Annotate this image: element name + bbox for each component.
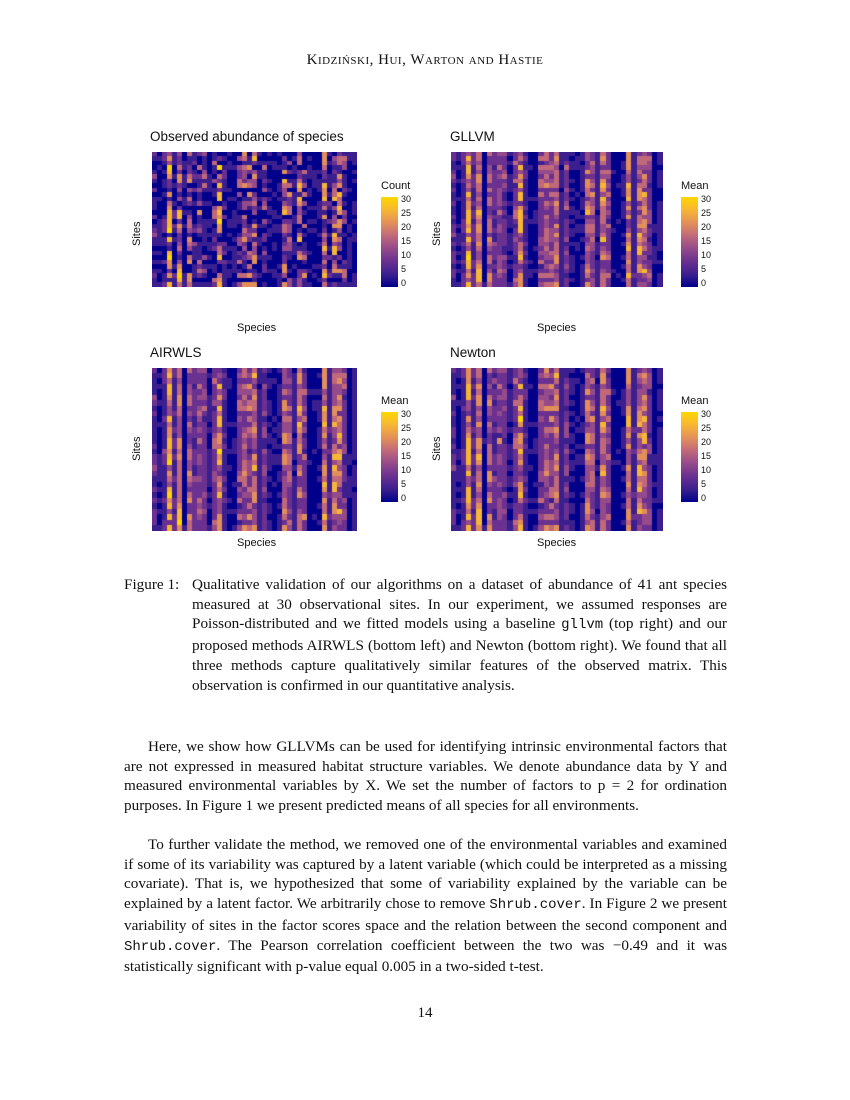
- legend-colorbar: [381, 412, 398, 502]
- figure-caption: [124, 575, 727, 695]
- x-axis-label: Species: [537, 322, 577, 334]
- legend-tick-label: 15: [701, 451, 712, 461]
- legend-colorbar: [381, 197, 398, 287]
- y-axis-label: Sites: [131, 436, 143, 461]
- paragraph-text: To further validate the method, we removed one of the environmental variables and examined if some of its variability was captured by a latent variable (which could be interpreted as a missing covariate). That is, we hypothesized that some of variability explained by the variable can be explained by a latent factor. We arbitrarily chose to remove: [124, 836, 727, 913]
- caption-text-end: (top right) and our proposed methods AIRWLS (bottom left) and Newton (bottom right). We found that all three methods capture qualitatively similar features of the observed matrix. This observation is confirmed in our quantitative analysis.: [192, 615, 727, 694]
- legend-colorbar: [681, 412, 698, 502]
- inline-code: Shrub.cover: [489, 897, 582, 914]
- legend-tick-label: 30: [701, 194, 712, 204]
- heatmap-airwls: [152, 368, 357, 531]
- caption-code: gllvm: [561, 617, 604, 634]
- body-paragraph-2: [124, 835, 727, 977]
- legend-tick-label: 0: [401, 278, 407, 288]
- legend-tick-label: 10: [401, 465, 412, 475]
- legend-tick-label: 15: [701, 236, 712, 246]
- legend-tick-label: 5: [701, 479, 707, 489]
- legend-tick-label: 5: [401, 479, 407, 489]
- legend-tick-label: 30: [401, 409, 412, 419]
- panel-title-newton: Newton: [450, 345, 496, 360]
- inline-code: Shrub.cover: [124, 938, 217, 955]
- legend-tick-label: 10: [701, 250, 712, 260]
- body-paragraph-1: Here, we show how GLLVMs can be used for identifying intrinsic environmental factors that are not expressed in measured habitat structure variables. We denote abundance data by Y and measured environmental variables by X. We set the number of factors to p = 2 for ordination purposes. In Figure 1 we present predicted means of all species for all environments.: [124, 738, 727, 815]
- y-axis-label: Sites: [131, 221, 143, 246]
- y-axis-label: Sites: [431, 436, 443, 461]
- legend-tick-label: 25: [401, 208, 412, 218]
- legend-tick-label: 25: [701, 208, 712, 218]
- paragraph-text: . The Pearson correlation coefficient between the two was −0.49 and it was statistically significant with p-value equal 0.005 in a two-sided t-test.: [124, 936, 727, 976]
- paragraph-text: . In Figure 2 we present variability of sites in the factor scores space and the relation between the second component and: [124, 895, 727, 934]
- heatmap-gllvm: [451, 152, 663, 287]
- legend-tick-label: 5: [401, 264, 407, 274]
- legend-tick-label: 10: [701, 465, 712, 475]
- running-head: Kidziński, Hui, Warton and Hastie: [306, 52, 544, 68]
- x-axis-label: Species: [237, 322, 277, 334]
- legend-tick-label: 15: [401, 451, 412, 461]
- legend-tick-label: 20: [401, 222, 412, 232]
- legend-tick-label: 25: [401, 423, 412, 433]
- legend-tick-label: 30: [701, 409, 712, 419]
- page-number: 14: [417, 1005, 433, 1021]
- x-axis-label: Species: [537, 537, 577, 549]
- legend-tick-label: 20: [401, 437, 412, 447]
- legend-tick-label: 20: [701, 437, 712, 447]
- figure-label: Figure 1:: [124, 576, 180, 593]
- legend-title: Mean: [381, 395, 409, 407]
- legend-title: Count: [381, 180, 411, 192]
- legend-tick-label: 15: [401, 236, 412, 246]
- legend-tick-label: 30: [401, 194, 412, 204]
- y-axis-label: Sites: [431, 221, 443, 246]
- legend-tick-label: 25: [701, 423, 712, 433]
- heatmap-newton: [451, 368, 663, 531]
- heatmap-observed: [152, 152, 357, 287]
- legend-tick-label: 0: [701, 278, 707, 288]
- legend-title: Mean: [681, 395, 709, 407]
- x-axis-label: Species: [237, 537, 277, 549]
- legend-tick-label: 0: [701, 493, 707, 503]
- legend-tick-label: 5: [701, 264, 707, 274]
- panel-title-airwls: AIRWLS: [150, 345, 202, 360]
- caption-text: Qualitative validation of our algorithms on a dataset of abundance of 41 ant species measured at 30 observational sites. In our experiment, we assumed responses are Poisson-distributed and we fitted models using a baseline: [192, 576, 727, 633]
- legend-tick-label: 10: [401, 250, 412, 260]
- panel-title-gllvm: GLLVM: [450, 129, 495, 144]
- legend-tick-label: 20: [701, 222, 712, 232]
- legend-tick-label: 0: [401, 493, 407, 503]
- legend-colorbar: [681, 197, 698, 287]
- legend-title: Mean: [681, 180, 709, 192]
- panel-title-observed: Observed abundance of species: [150, 129, 344, 144]
